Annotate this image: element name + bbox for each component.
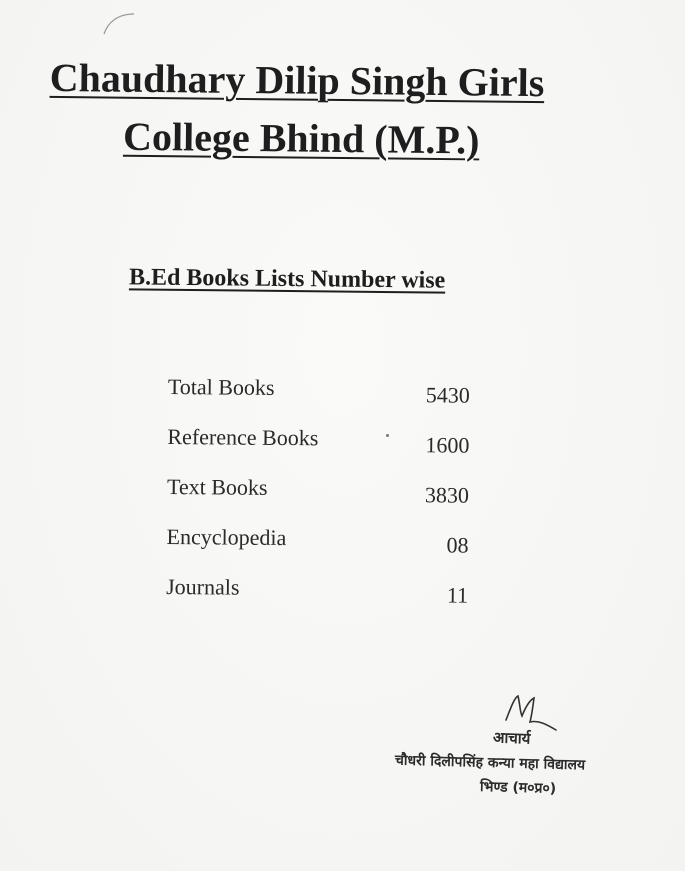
stat-row-total-books (168, 374, 488, 427)
college-title (0, 50, 685, 163)
stat-label: Journals (166, 573, 240, 600)
stat-label: Encyclopedia (166, 523, 287, 551)
stat-value: 08 (446, 532, 469, 558)
stat-label: Text Books (166, 473, 268, 500)
title-line-1: Chaudhary Dilip Singh Girls (49, 54, 545, 106)
stat-row-journals (166, 574, 486, 627)
stamp-institution: चौधरी दिलीपसिंह कन्या महा विद्यालय (394, 752, 586, 774)
stat-value: 1600 (425, 432, 470, 458)
book-count-list (166, 374, 488, 627)
stamp-location: भिण्ड (म०प्र०) (479, 779, 557, 797)
stat-label: Reference Books (167, 423, 319, 451)
list-heading: B.Ed Books Lists Number wise (128, 264, 446, 294)
stat-value: 5430 (425, 382, 470, 408)
handwritten-signature (500, 690, 560, 732)
stat-value: 3830 (424, 482, 470, 508)
stat-row-text-books (167, 474, 487, 527)
stat-label: Total Books (167, 374, 275, 400)
title-line-2: College Bhind (M.P.) (122, 113, 480, 163)
stat-row-encyclopedia (166, 524, 486, 577)
principal-title: आचार्य (492, 728, 531, 748)
stat-value: 11 (446, 582, 469, 608)
principal-signature-block (395, 690, 655, 810)
stat-row-reference-books (167, 424, 487, 477)
pen-mark (100, 8, 140, 38)
